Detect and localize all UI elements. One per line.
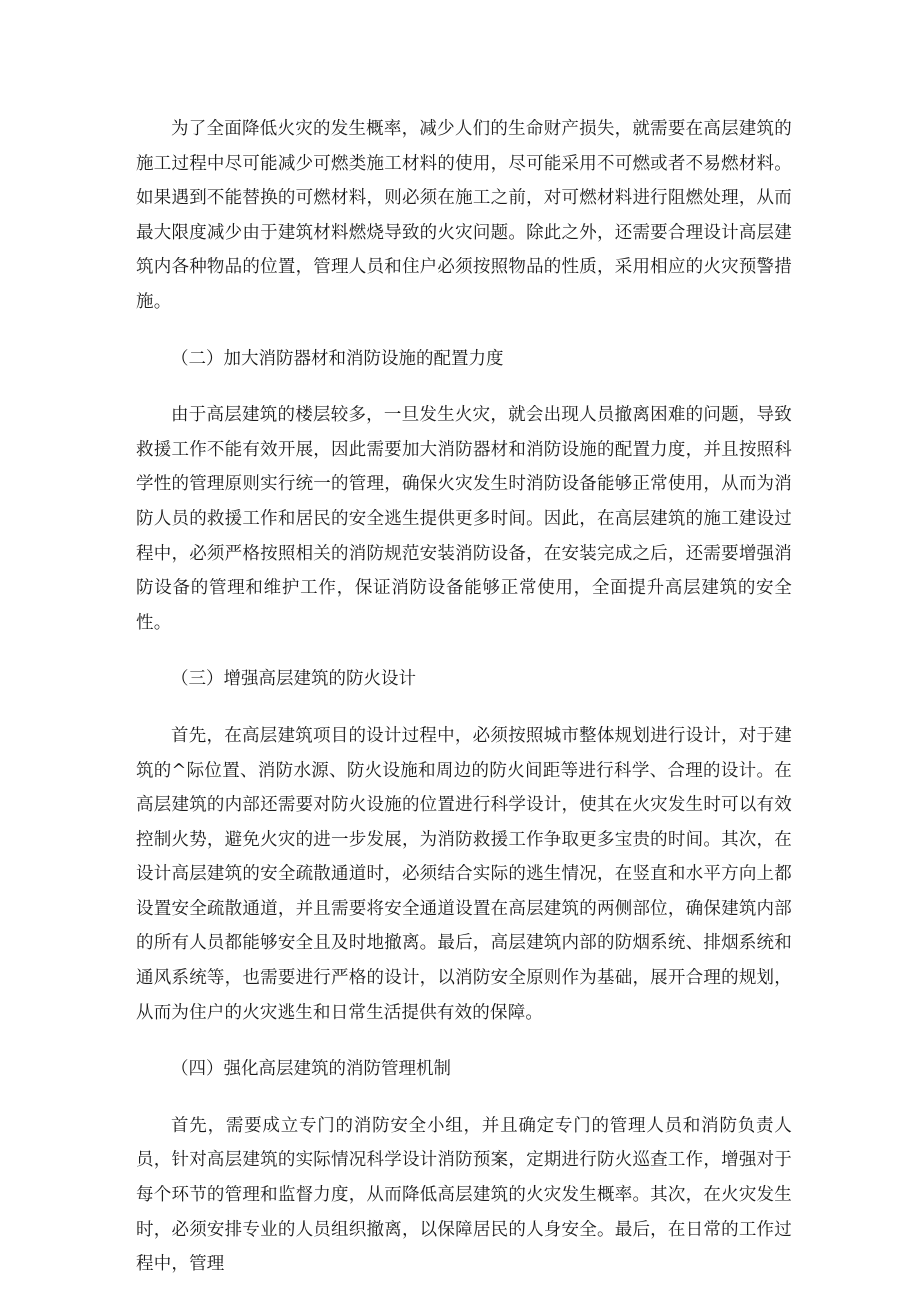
spacer — [136, 320, 792, 342]
section-heading-2: （二）加大消防器材和消防设施的配置力度 — [171, 348, 504, 369]
paragraph-fire-management: 首先，需要成立专门的消防安全小组，并且确定专门的管理人员和消防负责人员，针对高层建筑的实际情况科学设计消防预案，定期进行防火巡查工作，增强对于每个环节的管理和监督力度，从而降低高层建筑的火灾发生概率。其次，在火灾发生时，必须安排专业的人员组织撤离，以保障居民的人身安全。最后，在日常的工作过程中，管理 — [136, 1115, 792, 1275]
spacer — [136, 640, 792, 662]
section-heading-4: （四）强化高层建筑的消防管理机制 — [171, 1059, 451, 1080]
spacer — [136, 697, 792, 719]
section-heading-3: （三）增强高层建筑的防火设计 — [171, 669, 416, 690]
spacer — [136, 1030, 792, 1052]
paragraph-fire-prevention-materials: 为了全面降低火灾的发生概率，减少人们的生命财产损失，就需要在高层建筑的施工过程中尽可能减少可燃类施工材料的使用，尽可能采用不可燃或者不易燃材料。如果遇到不能替换的可燃材料，则必须在施工之前，对可燃材料进行阻燃处理，从而最大限度减少由于建筑材料燃烧导致的火灾问题。除此之外，还需要合理设计高层建筑内各种物品的位置，管理人员和住户必须按照物品的性质，采用相应的火灾预警措施。 — [136, 119, 792, 312]
spacer — [136, 376, 792, 398]
paragraph-fire-design: 首先，在高层建筑项目的设计过程中，必须按照城市整体规划进行设计，对于建筑的^际位置、消防水源、防火设施和周边的防火间距等进行科学、合理的设计。在高层建筑的内部还需要对防火设施的位置进行科学设计，使其在火灾发生时可以有效控制火势，避免火灾的进一步发展，为消防救援工作争取更多宝贵的时间。其次，在设计高层建筑的安全疏散通道时，必须结合实际的逃生情况，在竖直和水平方向上都设置安全疏散通道，并且需要将安全通道设置在高层建筑的两侧部位，确保建筑内部的所有人员都能够安全且及时地撤离。最后，高层建筑内部的防烟系统、排烟系统和通风系统等，也需要进行严格的设计，以消防安全原则作为基础，展开合理的规划，从而为住户的火灾逃生和日常生活提供有效的保障。 — [136, 725, 792, 1023]
document-page — [136, 112, 792, 1282]
spacer — [136, 1087, 792, 1109]
paragraph-fire-equipment: 由于高层建筑的楼层较多，一旦发生火灾，就会出现人员撤离困难的问题，导致救援工作不能有效开展，因此需要加大消防器材和消防设施的配置力度，并且按照科学性的管理原则实行统一的管理，确保火灾发生时消防设备能够正常使用，从而为消防人员的救援工作和居民的安全逃生提供更多时间。因此，在高层建筑的施工建设过程中，必须严格按照相关的消防规范安装消防设备，在安装完成之后，还需要增强消防设备的管理和维护工作，保证消防设备能够正常使用，全面提升高层建筑的安全性。 — [136, 405, 792, 633]
